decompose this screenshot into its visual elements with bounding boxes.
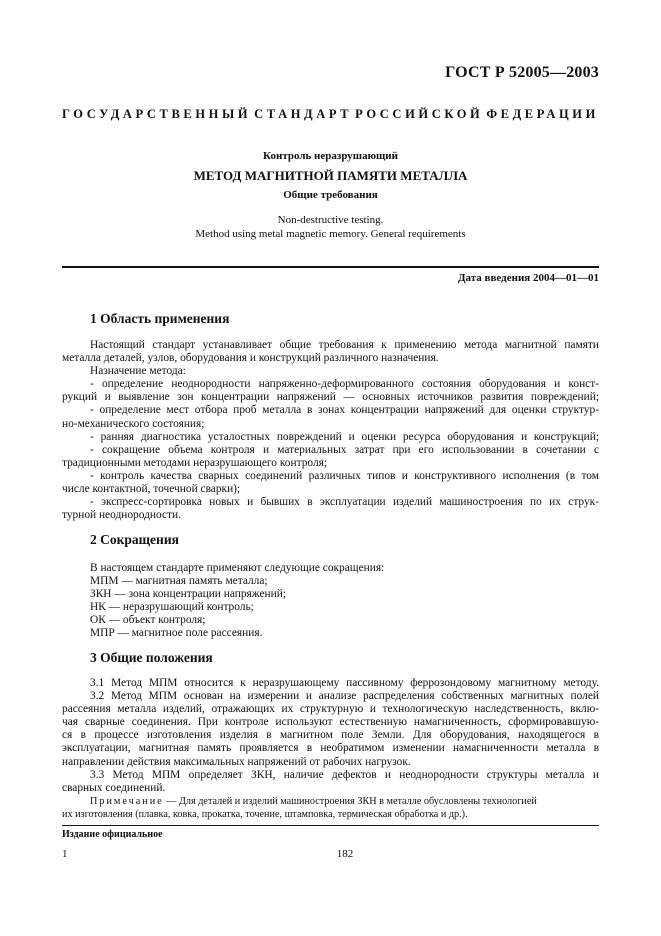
abbreviation-item: МПМ — магнитная память металла; — [90, 575, 268, 588]
paragraph-line: 3.3 Метод МПМ определяет ЗКН, наличие дефектов и неоднородности структуры металла и — [90, 768, 599, 781]
banner-word: ФЕДЕРАЦИИ — [486, 107, 599, 121]
header-rule — [62, 266, 599, 268]
paragraph-line: Настоящий стандарт устанавливает общие требования к применению метода магнитной памяти — [90, 339, 599, 351]
paragraph-line: - определение неоднородности напряженно-деформированного состояния оборудования и конст- — [90, 378, 599, 391]
document-code: ГОСТ Р 52005—2003 — [445, 64, 599, 81]
paragraph-line: эксплуатации, магнитная память проявляется в необратимом изменении намагниченности металла в — [62, 742, 599, 755]
paragraph-line: - определение мест отбора проб металла в зонах концентрации напряжений для оценки структур- — [90, 404, 599, 417]
standard-banner — [62, 107, 599, 122]
banner-word: СТАНДАРТ — [254, 107, 353, 121]
abbreviation-item: ЗКН — зона концентрации напряжений; — [90, 588, 286, 601]
note-line: их изготовления (плавка, ковка, прокатка, точение, штамповка, термическая обработка и др.). — [62, 809, 468, 820]
section3-body — [62, 677, 599, 795]
paragraph-line: - ранняя диагностика усталостных повреждений и оценки ресурса оборудования и конструкций; — [90, 430, 599, 443]
paragraph-line: - экспресс-сортировка новых и бывших в эксплуатации изделий машиностроения по их струк- — [90, 496, 599, 509]
banner-word: ГОСУДАРСТВЕННЫЙ — [62, 107, 252, 121]
section3-heading: 3 Общие положения — [90, 650, 213, 665]
section1-body — [62, 339, 599, 522]
paragraph-line: металла деталей, узлов, оборудования и конструкций различного назначения. — [62, 352, 439, 365]
paragraph-line: сварных соединений. — [62, 781, 166, 794]
section2-body — [90, 562, 599, 641]
paragraph-line: - контроль качества сварных соединений различных типов и конструктивного исполнения (в том — [90, 469, 599, 482]
paragraph-line: но-механического состояния; — [62, 417, 205, 430]
section2-heading: 2 Сокращения — [90, 532, 179, 547]
page-number-left: 1 — [62, 848, 68, 860]
abbreviation-item: НК — неразрушающий контроль; — [90, 601, 254, 614]
banner-word: РОССИЙСКОЙ — [355, 107, 484, 121]
title-subtitle: Контроль неразрушающий — [263, 150, 398, 162]
note-line — [90, 795, 599, 808]
footer-rule — [62, 825, 599, 826]
paragraph-line: Назначение метода: — [90, 365, 186, 378]
note-text: — Для деталей и изделий машиностроения ЗКН в металле обусловлены технологией — [166, 796, 537, 807]
title-main: МЕТОД МАГНИТНОЙ ПАМЯТИ МЕТАЛЛА — [193, 168, 468, 183]
abbreviation-item: МПР — магнитное поле рассеяния. — [90, 627, 263, 640]
section1-heading: 1 Область применения — [90, 311, 230, 326]
paragraph-line: рукций и выявление зон концентрации напряжений — основных источников развития повреждений; — [62, 391, 599, 404]
paragraph-line: направлении действия максимальных напряжений от рабочих нагрузок. — [62, 755, 411, 768]
paragraph-line: ся в процессе изготовления изделия в магнитном поле Земли. Для оборудования, находящегося в — [62, 729, 599, 742]
note-label: Примечание — [90, 796, 164, 807]
intro-date: Дата введения 2004—01—01 — [457, 272, 599, 284]
edition-label: Издание официальное — [62, 829, 163, 840]
paragraph-line: 3.1 Метод МПМ относится к неразрушающему пассивному феррозондовому магнитному методу. — [90, 677, 599, 689]
page-number-center: 182 — [336, 848, 354, 860]
paragraph-line: турной неоднородности. — [62, 509, 181, 522]
paragraph-line: - сокращение объема контроля и материальных затрат при его использовании в сочетании с — [90, 443, 599, 456]
note-block — [62, 795, 599, 821]
abbreviation-item: ОК — объект контроля; — [90, 614, 206, 627]
english-title-line2: Method using metal magnetic memory. General requirements — [195, 228, 466, 240]
paragraph-line: чая сварные соединения. При контроле используют естественную намагниченность, сформировавшую- — [62, 716, 599, 729]
english-title-line1: Non-destructive testing. — [277, 214, 384, 226]
paragraph-line: 3.2 Метод МПМ основан на измерении и анализе распределения собственных магнитных полей — [90, 690, 599, 703]
paragraph-line: рассеяния металла изделий, отражающих их структурную и технологическую наследственность, вклю- — [62, 703, 599, 716]
paragraph-line: числе контактной, точечной сварки); — [62, 483, 241, 496]
paragraph-line: традиционными методами неразрушающего контроля; — [62, 456, 328, 469]
title-general: Общие требования — [283, 189, 378, 201]
paragraph-line: В настоящем стандарте применяют следующие сокращения: — [90, 562, 385, 574]
